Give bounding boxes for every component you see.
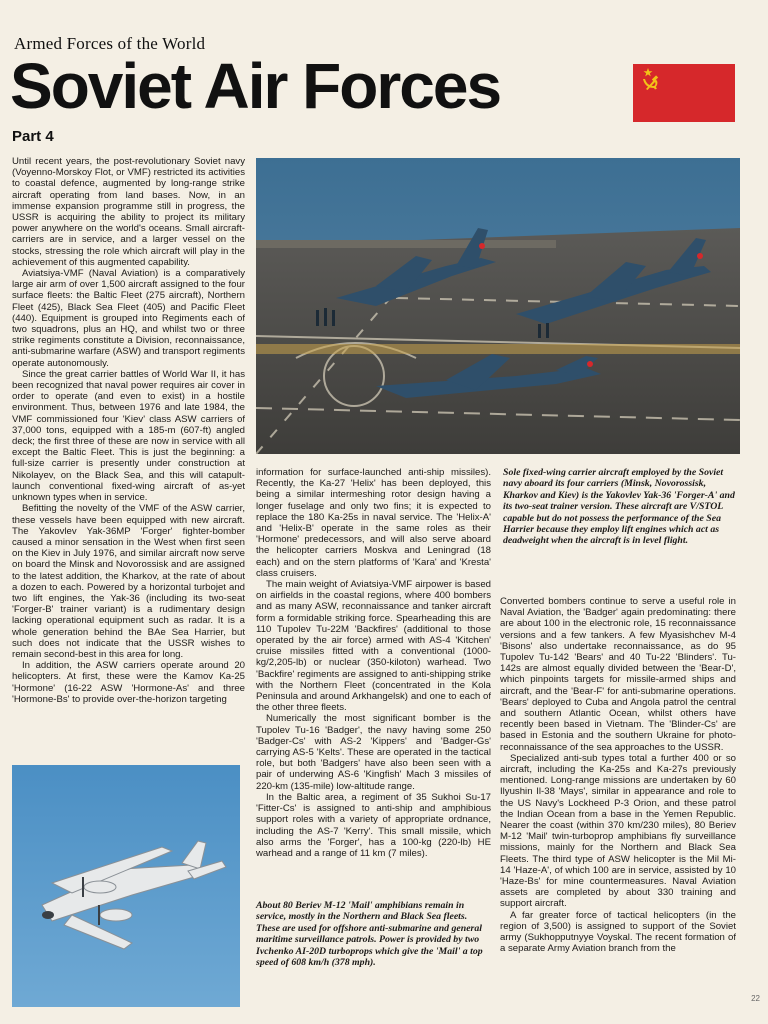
paragraph: Converted bombers continue to serve a useful role in Naval Aviation, the 'Badger' again predominating: there are about 100 in the electronic role, 15 reconnaissance versions and a few tankers. A few Myasishchev M-4 'Bisons' also undertake reconnaissance, as do 95 Tupolev Tu-142 'Bears' and 40 Tu-22 'Blinders'. Tu-142s are almost equally divided between the 'Bear-D', which pinpoints targets for missile-armed ships and aircraft, and the 'Bear-F' for anti-submarine operations. 'Bears' deployed to Cuba and Angola patrol the central and southern Atlantic Ocean, whilst others have recently been based in Vietnam. The 'Blinder-Cs' are based in Estonia and the southern Ukraine for photo-reconnaissance of the sea approaches to the USSR. — [500, 596, 736, 753]
paragraph: In addition, the ASW carriers operate around 20 helicopters. At first, these were the Kamov Ka-25 'Hormone' (16-22 ASW 'Hormone-As' and three 'Hormone-Bs' to provide over-the-horizon targeting — [12, 660, 245, 705]
paragraph: information for surface-launched anti-ship missiles). Recently, the Ka-27 'Helix' has been deployed, this being a similar intermeshing rotor design having a longer fuselage and only two fins; it is expected to replace the 180 Ka-25s in naval service. The 'Helix-A' and 'Helix-B' operate in the same roles as their 'Hormone' predecessors, and will also serve aboard the helicopter carriers Moskva and Leningrad (18 each) and on the stern platforms of 'Kara' and 'Kresta' class cruisers. — [256, 467, 491, 579]
series-title: Armed Forces of the World — [14, 34, 206, 53]
article-column-1 — [12, 156, 245, 759]
carrier-deck-photo — [256, 158, 740, 454]
beriev-amphibian-photo — [12, 765, 240, 1007]
paragraph: In the Baltic area, a regiment of 35 Sukhoi Su-17 'Fitter-Cs' is assigned to anti-ship and amphibious support roles with a variety of appropriate ordnance, including the AS-7 'Kerry'. This small missile, which also arms the 'Forger', has a 100-kg (220-lb) HE warhead and a range of 11 km (7 miles). — [256, 791, 491, 859]
amphibian-photo-caption: About 80 Beriev M-12 'Mail' amphibians remain in service, mostly in the Northern and Black Sea fleets. These are used for offshore anti-submarine and general maritime surveillance patrols. Power is provided by two Ivchenko AI-20D turboprops which give the 'Mail' a top speed of 608 km/h (378 mph). — [256, 900, 483, 969]
article-column-3 — [500, 596, 736, 1006]
paragraph: A far greater force of tactical helicopters (in the region of 3,500) is assigned to support of the Soviet army (Sukhopputnyye Voyskal. The recent formation of a separate Army Aviation branch from the — [500, 909, 736, 955]
paragraph: Until recent years, the post-revolutionary Soviet navy (Voyenno-Morskoy Flot, or VMF) restricted its activities to coastal defence, augmented by long-range strike aircraft operating from land bases. Now, in an immense expansion programme still in progress, the USSR is acquiring the ability to project its military power anywhere on the world's oceans. Small aircraft-carriers are in service, and a larger vessel on the stocks, stressing the role which aircraft will play in the achievement of this augmented capability. — [12, 156, 245, 268]
paragraph: Numerically the most significant bomber is the Tupolev Tu-16 'Badger', the navy having some 250 'Badger-Cs' with AS-2 'Kippers' and 'Badger-Gs' carrying AS-5 'Kelts'. These are operated in the tactical role, but both 'Badgers' have also been seen with a pair of underwing AS-6 'Kingfish' Mach 3 missiles of 220-km (135-mile) low-altitude range. — [256, 713, 491, 792]
soviet-flag-icon — [633, 64, 735, 122]
part-label: Part 4 — [12, 128, 54, 145]
article-column-2 — [256, 467, 491, 879]
paragraph: Specialized anti-sub types total a further 400 or so aircraft, including the Ka-25s and Ka-27s previously mentioned. Long-range missions are undertaken by 60 Ilyushin Il-38 'Mays', similar in appearance and role to the US Navy's Lockheed P-3 Orion, and these patrol the Indian Ocean from a base in the Yemen Republic. Nearer the coast (within 370 km/230 miles), 80 Beriev M-12 'Mail' twin-turboprop amphibians fly surveillance missions, mainly for the Northern and Black Sea Fleets. The third type of ASW helicopter is the Mil Mi-14 'Haze-A', of which 100 are in service, assisted by 10 'Haze-Bs' for mine countermeasures. Naval Aviation assets are completed by about 330 training and support aircraft. — [500, 752, 736, 910]
paragraph: Since the great carrier battles of World War II, it has been recognized that naval power requires air cover in order to operate (and even to exist) in a hostile environment. Thus, between 1976 and late 1984, the VMF commissioned four 'Kiev' class ASW carriers of 37,000 tons, equipped with a 185-m (607-ft) angled deck; the first three of these are now in service with all except the Baltic Fleet. This is just the beginning: a full-size carrier is presently under construction at Nikolayev, on the Black Sea, and this will catapult-launch conventional fixed-wing aircraft of as-yet unknown types when in service. — [12, 368, 245, 504]
paragraph: Aviatsiya-VMF (Naval Aviation) is a comparatively large air arm of over 1,500 aircraft assigned to the four surface fleets: the Baltic Fleet (275 aircraft), Northern Fleet (425), Black Sea Fleet (405) and Pacific Fleet (440). Equipment is grouped into Regiments each of two squadrons, plus an HQ, and whilst two or three strike regiments constitute a Division, reconnaissance, anti-submarine warfare (ASW) and transport regiments operate autonomously. — [12, 268, 245, 369]
carrier-photo-caption: Sole fixed-wing carrier aircraft employed by the Soviet navy aboard its four carriers (Minsk, Novorossisk, Kharkov and Kiev) is the Yakovlev Yak-36 'Forger-A' and its two-seat trainer version. These aircraft are V/STOL capable but do not possess the performance of the Sea Harrier because they employ lift engines which act as deadweight when the aircraft is in level flight. — [503, 467, 735, 547]
paragraph: Befitting the novelty of the VMF of the ASW carrier, these vessels have been equipped with new aircraft. The Yakovlev Yak-36MP 'Forger' fighter-bomber caused a minor sensation in the West when first seen on the Kiev in July 1976, and similar aircraft now serve on board the Minsk and Novorossisk and are assigned to the latest addition, the Kharkov, at the rate of about a dozen to each. Powered by a horizontal turbojet and two lift engines, the Yak-36 (including its two-seat 'Forger-B' trainer variant) is a rudimentary design lacking operational equipment such as radar. It is a whole generation behind the BAe Sea Harrier, but such does not indicate that the USSR wishes to remain second-best in this area for long. — [12, 503, 245, 660]
paragraph: The main weight of Aviatsiya-VMF airpower is based on airfields in the coastal regions, where 400 bombers and as many ASW, reconnaissance and tanker aircraft form a formidable striking force. Spearheading this are 110 Tupolev Tu-22M 'Backfires' (additional to those operated by the air force) armed with AS-4 'Kitchen' cruise missiles fitted with a conventional (1000-kg/2,205-lb) or nuclear (350-kiloton) warhead. Two 'Backfire' regiments are assigned to anti-shipping strike with the Northern Fleet (concentrated in the Kola Peninsula and around Arkhangelsk) and one to each of the other three fleets. — [256, 579, 491, 714]
page-number: 22 — [751, 994, 760, 1003]
page-title: Soviet Air Forces — [10, 50, 501, 122]
